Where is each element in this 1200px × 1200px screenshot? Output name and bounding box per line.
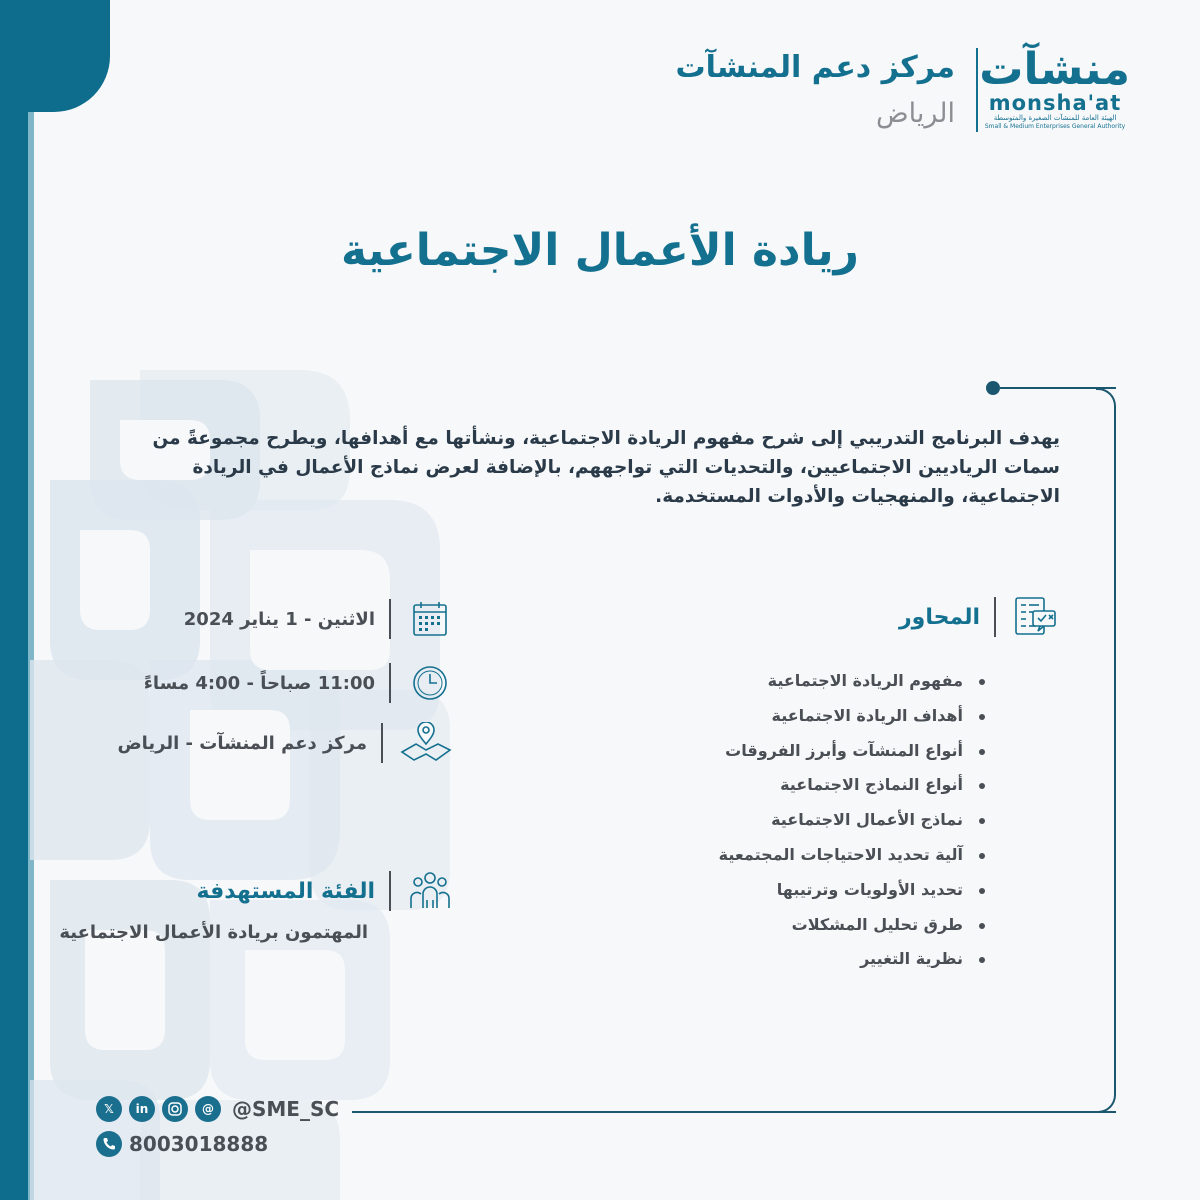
center-city: الرياض	[875, 98, 955, 129]
target-audience: المهتمون بريادة الأعمال الاجتماعية	[59, 922, 368, 943]
list-item: طرق تحليل المشكلات	[719, 908, 985, 943]
clock-icon	[405, 658, 455, 708]
instagram-icon[interactable]	[162, 1096, 188, 1122]
frame-corner-top	[1096, 388, 1116, 408]
target-separator	[389, 871, 391, 911]
frame-line-bottom	[352, 1111, 1116, 1113]
date-separator	[389, 599, 391, 639]
x-icon[interactable]: 𝕏	[96, 1096, 122, 1122]
logo-sub-english: Small & Medium Enterprises General Authority	[984, 123, 1126, 130]
logo-arabic: منشآت	[979, 44, 1130, 95]
place-separator	[381, 723, 383, 763]
program-description: يهدف البرنامج التدريبي إلى شرح مفهوم الريادة الاجتماعية، ونشأتها مع أهدافها، ويطرح مجموعةً من سمات الرياديين الاجتماعيين، والتحديات التي تواجههم، بالإضافة لعرض نماذج الأعمال في الريادة الاجتماعية، والمنهجيات والأدوات المستخدمة.	[152, 428, 1060, 507]
corner-accent-block	[0, 0, 110, 112]
list-item: أهداف الريادة الاجتماعية	[719, 699, 985, 734]
axes-title: المحاور	[898, 604, 980, 630]
list-item: نظرية التغيير	[719, 942, 985, 977]
event-date-row	[184, 594, 455, 644]
event-place: مركز دعم المنشآت - الرياض	[117, 732, 367, 754]
list-item: أنواع النماذج الاجتماعية	[719, 768, 985, 803]
event-time: 11:00 صباحاً - 4:00 مساءً	[143, 672, 375, 694]
social-handle[interactable]: @SME_SC	[232, 1097, 340, 1121]
axes-header	[899, 592, 1060, 642]
frame-dot	[986, 381, 1000, 395]
list-item: آلية تحديد الاحتياجات المجتمعية	[719, 838, 985, 873]
logo-sub-arabic: الهيئة العامة للمنشآت الصغيرة والمتوسطة	[993, 114, 1117, 122]
linkedin-icon[interactable]: in	[129, 1096, 155, 1122]
event-time-row	[144, 658, 455, 708]
axes-separator	[994, 597, 996, 637]
social-links	[96, 1096, 339, 1122]
target-header	[196, 866, 455, 916]
group-icon	[405, 866, 455, 916]
time-separator	[389, 663, 391, 703]
page-title: ريادة الأعمال الاجتماعية	[341, 225, 859, 276]
list-item: مفهوم الريادة الاجتماعية	[719, 664, 985, 699]
axes-list	[719, 664, 985, 977]
phone-icon[interactable]	[96, 1131, 122, 1157]
phone-number[interactable]: 8003018888	[129, 1132, 269, 1156]
event-place-row	[117, 718, 455, 768]
list-item: تحديد الأولويات وترتيبها	[719, 873, 985, 908]
header-divider	[976, 48, 978, 132]
frame-line-right	[1114, 408, 1116, 1093]
threads-icon[interactable]: @	[195, 1096, 221, 1122]
map-pin-icon	[397, 718, 455, 768]
logo-latin: monsha'at	[988, 91, 1122, 115]
frame-corner-bottom	[1096, 1093, 1116, 1113]
list-item: أنواع المنشآت وأبرز الفروقات	[719, 734, 985, 769]
event-date: الاثنين - 1 يناير 2024	[183, 608, 375, 630]
monshaat-logo	[979, 44, 1130, 130]
left-accent-bar	[0, 0, 28, 1200]
target-title: الفئة المستهدفة	[196, 878, 375, 904]
phone-contact	[96, 1131, 268, 1157]
center-name: مركز دعم المنشآت	[675, 50, 955, 85]
checklist-icon	[1010, 592, 1060, 642]
list-item: نماذج الأعمال الاجتماعية	[719, 803, 985, 838]
calendar-icon	[405, 594, 455, 644]
